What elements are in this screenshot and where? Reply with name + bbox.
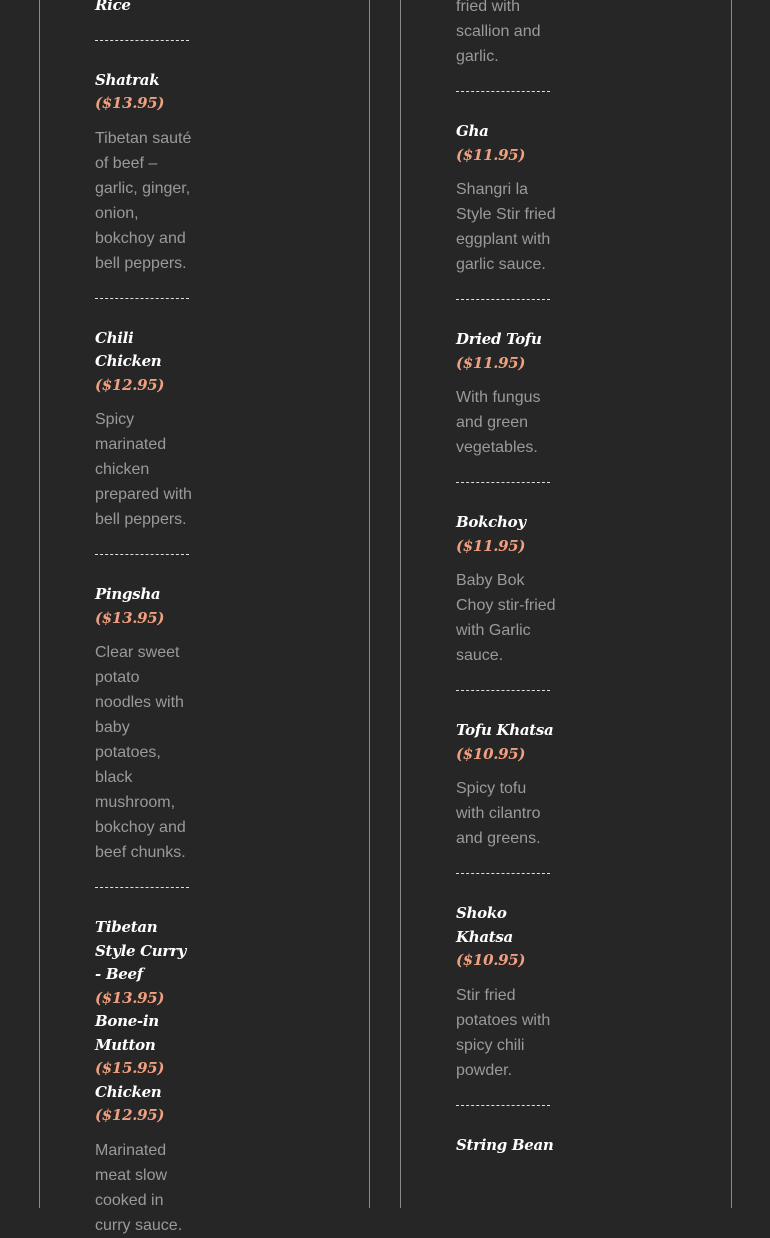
menu-item bbox=[95, 569, 195, 865]
menu-item-title bbox=[456, 120, 556, 167]
menu-item-description: With fungus and green vegetables. bbox=[456, 389, 541, 456]
menu-item-title bbox=[95, 69, 195, 116]
menu-item-name: Chili Chicken bbox=[95, 328, 162, 370]
menu-divider bbox=[95, 40, 189, 41]
menu-item-title bbox=[456, 902, 556, 973]
menu-item-price: ($15.95) bbox=[95, 1059, 165, 1077]
menu-item-name: Chicken bbox=[95, 1082, 162, 1101]
menu-item bbox=[95, 313, 195, 533]
menu-item-name: Pingsha bbox=[95, 585, 161, 603]
menu-item bbox=[456, 497, 556, 668]
menu-item-price: ($13.95) bbox=[95, 608, 165, 627]
menu-item-title bbox=[95, 0, 195, 18]
menu-item-price: ($12.95) bbox=[95, 375, 165, 394]
menu-item-price: ($11.95) bbox=[456, 353, 526, 372]
menu-item-name: Shoko Khatsa bbox=[456, 904, 513, 946]
menu-item-description: Stir fried potatoes with spicy chili powder. bbox=[456, 986, 551, 1079]
menu-list-right bbox=[456, 0, 556, 1157]
menu-item-price: ($13.95) bbox=[95, 94, 165, 112]
menu-item bbox=[95, 902, 195, 1238]
menu-item-title bbox=[95, 916, 195, 1128]
menu-column-left bbox=[39, 0, 370, 1234]
menu-item-price: ($12.95) bbox=[95, 1106, 165, 1124]
menu-item-price: ($11.95) bbox=[456, 145, 526, 164]
menu-item-name: Rice bbox=[95, 0, 131, 14]
menu-item-name: Tibetan Style Curry - Beef bbox=[95, 918, 187, 983]
menu-item-name: Bone-in Mutton bbox=[95, 1012, 159, 1054]
menu-item-title bbox=[456, 1134, 556, 1158]
menu-item-title bbox=[456, 328, 556, 375]
menu-item-description: Tibetan sauté of beef – garlic, ginger, onion, bokchoy and bell peppers. bbox=[95, 129, 192, 272]
menu-list-left bbox=[95, 0, 195, 1238]
menu-item-description: Baby Bok Choy stir-fried with Garlic sauce. bbox=[456, 572, 556, 664]
menu-item-price: ($11.95) bbox=[456, 536, 526, 555]
menu-item-title bbox=[456, 511, 556, 558]
menu-item-title bbox=[95, 583, 195, 630]
menu-item bbox=[456, 0, 556, 69]
menu-item-name: Dried Tofu bbox=[456, 330, 542, 348]
menu-item bbox=[456, 314, 556, 460]
menu-item bbox=[456, 1120, 556, 1158]
menu-item-name: Shatrak bbox=[95, 70, 160, 89]
menu-item-title bbox=[95, 327, 195, 398]
menu-item-description: fried with scallion and garlic. bbox=[456, 0, 541, 65]
menu-divider bbox=[456, 482, 550, 483]
menu-item-price: ($10.95) bbox=[456, 744, 526, 763]
menu-item bbox=[456, 888, 556, 1083]
menu-item-description: Marinated meat slow cooked in curry sauce. bbox=[95, 1141, 183, 1234]
menu-item bbox=[95, 0, 195, 18]
menu-item-name: Tofu Khatsa bbox=[456, 721, 554, 739]
menu-item-name: Gha bbox=[456, 122, 489, 140]
menu-divider bbox=[456, 299, 550, 300]
menu-divider bbox=[456, 690, 550, 691]
menu-item bbox=[95, 55, 195, 276]
menu-item-description: Spicy tofu with cilantro and greens. bbox=[456, 780, 541, 847]
menu-item-description: Spicy marinated chicken prepared with bell peppers. bbox=[95, 411, 192, 528]
menu-item-price: ($13.95) bbox=[95, 988, 165, 1007]
menu-divider bbox=[456, 873, 550, 874]
menu-item-description: Clear sweet potato noodles with baby potatoes, black mushroom, bokchoy and beef chunks. bbox=[95, 644, 186, 861]
menu-item-name: String Bean bbox=[456, 1135, 554, 1154]
menu-item-description: Shangri la Style Stir fried eggplant with garlic sauce. bbox=[456, 181, 556, 273]
menu-item bbox=[456, 106, 556, 277]
menu-divider bbox=[456, 91, 550, 92]
menu-item-title bbox=[456, 719, 556, 766]
menu-item bbox=[456, 705, 556, 851]
menu-divider bbox=[456, 1105, 550, 1106]
menu-divider bbox=[95, 554, 189, 555]
menu-item-name: Bokchoy bbox=[456, 513, 526, 531]
menu-divider bbox=[95, 887, 189, 888]
menu-item-price: ($10.95) bbox=[456, 951, 526, 969]
menu-divider bbox=[95, 298, 189, 299]
menu-column-right bbox=[400, 0, 732, 1208]
